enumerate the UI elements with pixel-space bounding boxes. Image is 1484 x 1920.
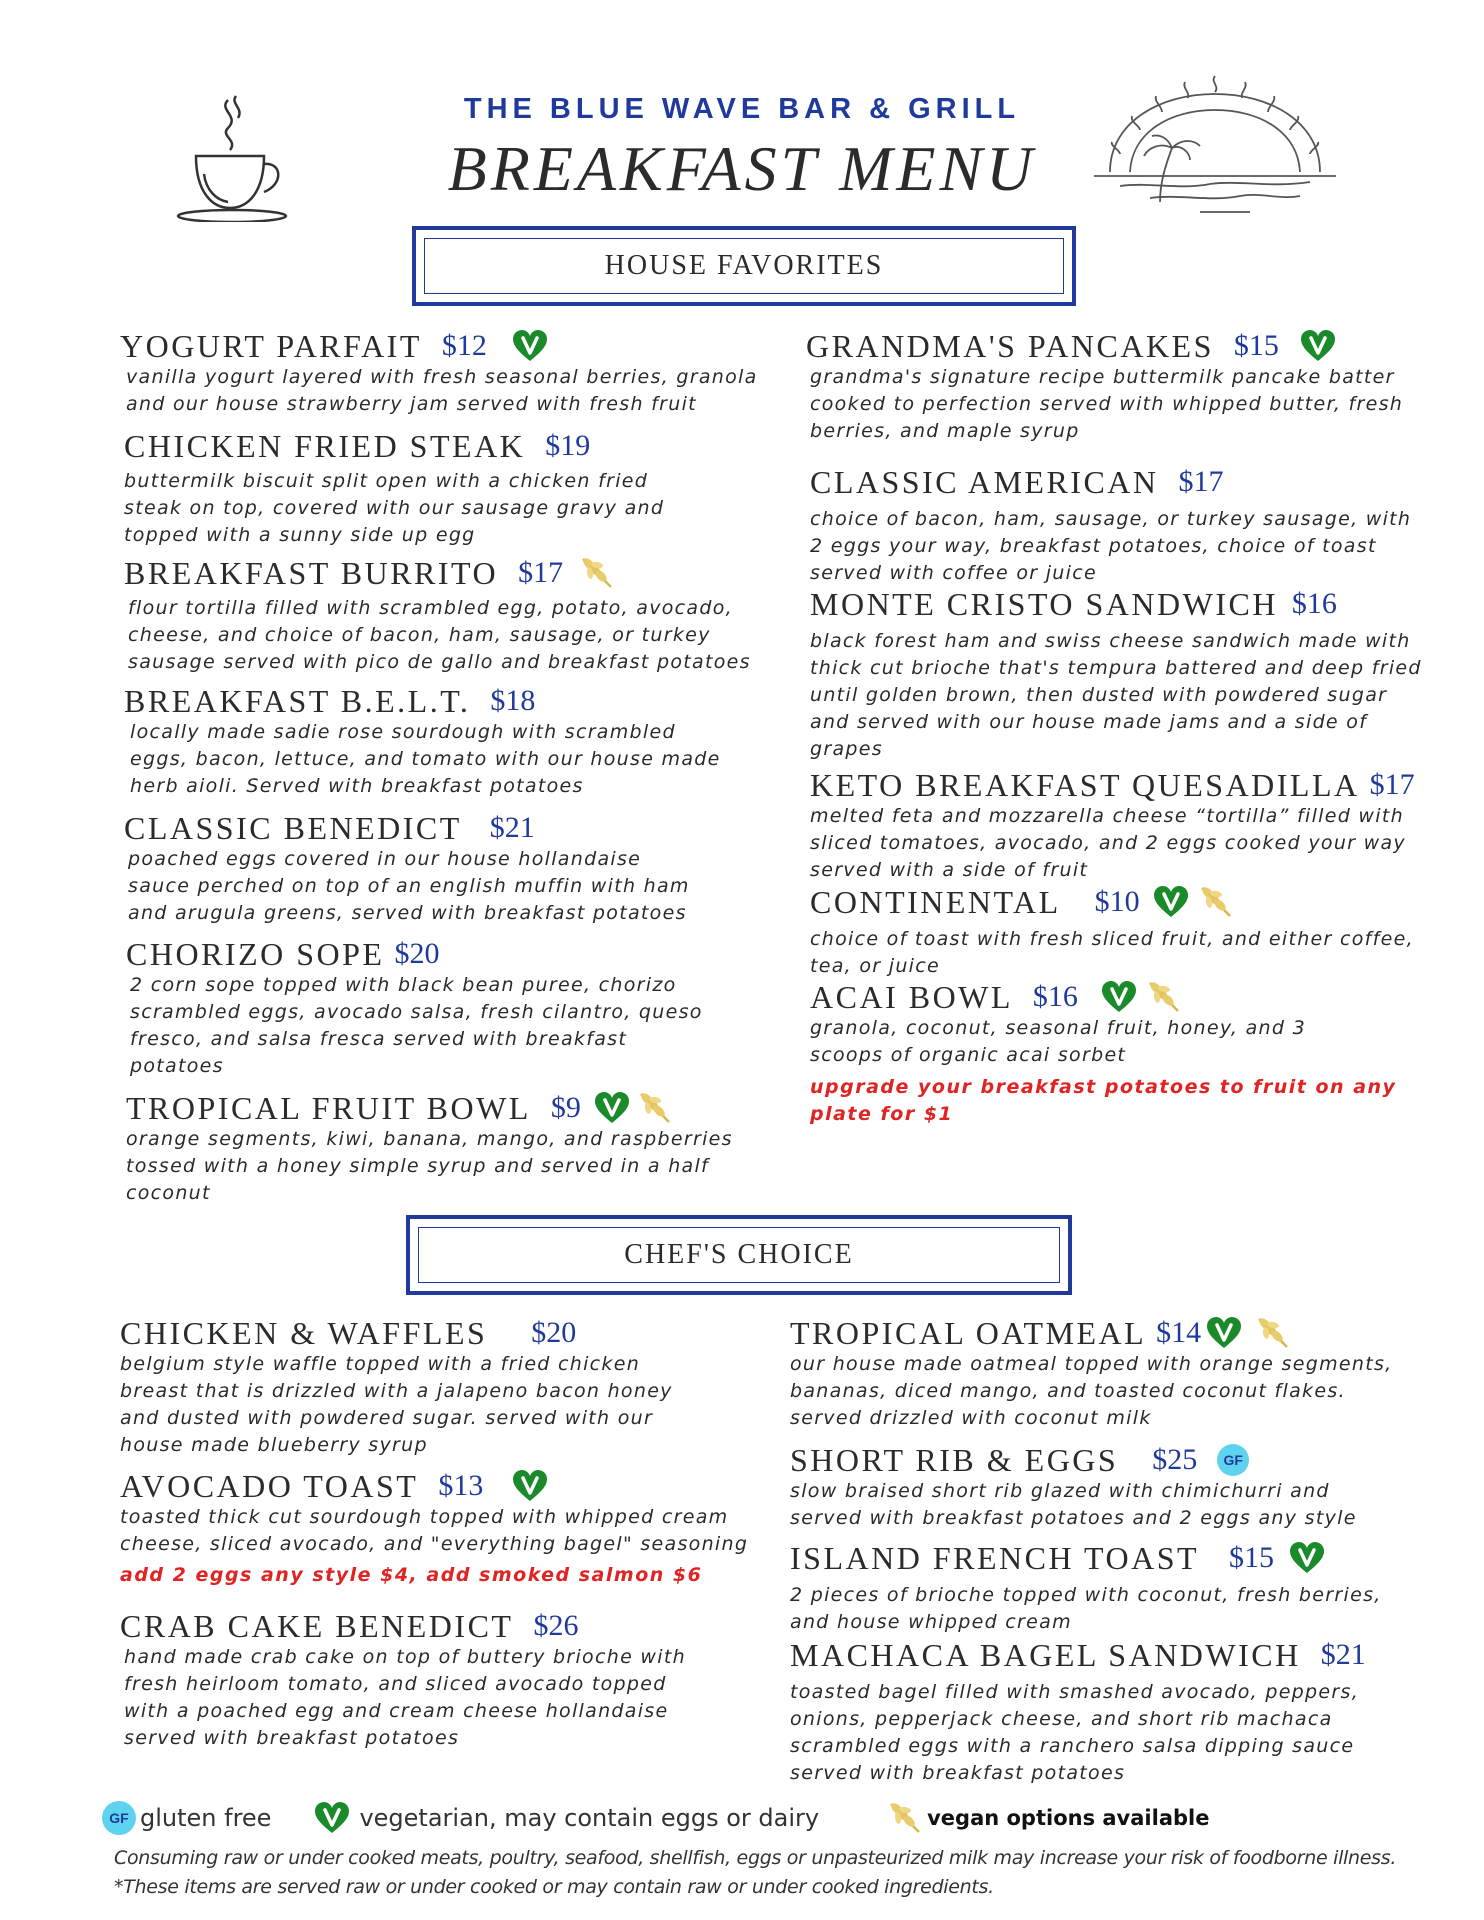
item-description-line: granola, coconut, seasonal fruit, honey, and 3 [810,1017,1306,1039]
item-description-line: steak on top, covered with our sausage gravy and [124,497,665,519]
item-name: MONTE CRISTO SANDWICH [810,585,1278,622]
vegetarian-icon [1290,1542,1324,1574]
item-price: $12 [441,329,487,362]
item-description-line: poached eggs covered in our house hollandaise [128,848,642,870]
item-description-line: slow braised short rib glazed with chimichurri and [790,1480,1330,1502]
vegetarian-icon [1154,886,1188,918]
item-description-line: sausage served with pico de gallo and breakfast potatoes [128,651,751,673]
vegan-wheat-icon [579,555,615,591]
section-title: HOUSE FAVORITES [424,238,1064,294]
vegan-wheat-icon [1255,1315,1291,1351]
upgrade-note [810,1074,1396,1128]
menu-item-breakfast-burrito [124,553,751,676]
item-name: TROPICAL OATMEAL [790,1314,1147,1351]
item-name: CHORIZO SOPE [126,935,385,972]
item-description-line: scrambled eggs, avocado salsa, fresh cilantro, queso [130,1001,703,1023]
item-description-line: melted feta and mozzarella cheese “tortilla” filled with [810,805,1404,827]
item-description-line: scrambled eggs with a ranchero salsa dipping sauce [790,1735,1355,1757]
menu-item-yogurt-parfait [120,326,758,418]
item-description-line: potatoes [130,1055,224,1077]
item-description-line: locally made sadie rose sourdough with scrambled [130,721,676,743]
menu-item-keto-quesadilla [810,765,1415,884]
item-description-line: berries, and maple syrup [810,420,1080,442]
item-name: BREAKFAST B.E.L.T. [124,682,471,719]
item-price: $18 [490,684,536,717]
legend-vegetarian: vegetarian, may contain eggs or dairy [359,1804,820,1832]
menu-item-machaca-bagel [790,1635,1366,1787]
item-price: $14 [1156,1316,1202,1349]
vegetarian-icon [1207,1317,1241,1349]
item-name: BREAKFAST BURRITO [124,554,499,591]
item-name: SHORT RIB & EGGS [790,1441,1119,1478]
item-description-line: sauce perched on top of an english muffin with ham [128,875,690,897]
item-price: $21 [1320,1638,1366,1671]
menu-item-acai-bowl [810,977,1306,1069]
sunset-palm-icon [1090,72,1340,222]
menu-item-classic-american [810,462,1411,587]
item-description-line: tea, or juice [810,955,940,977]
item-name: ISLAND FRENCH TOAST [790,1539,1200,1576]
item-description-line: fresh heirloom tomato, and sliced avocado topped [124,1673,667,1695]
item-description-line: thick cut brioche that's tempura battered and deep fried [810,657,1422,679]
item-price: $16 [1291,587,1337,620]
item-description-line: topped with a sunny side up egg [124,524,476,546]
item-description-line: served drizzled with coconut milk [790,1407,1152,1429]
item-description-line: toasted bagel filled with smashed avocado, peppers, [790,1681,1360,1703]
item-description-line: until golden brown, then dusted with powdered sugar [810,684,1388,706]
item-name: CRAB CAKE BENEDICT [120,1607,514,1644]
vegan-wheat-icon [1198,884,1234,920]
item-name: CLASSIC AMERICAN [810,463,1159,500]
menu-item-monte-cristo [810,584,1422,763]
menu-item-avocado-toast [120,1466,748,1589]
item-description-line: house made blueberry syrup [120,1434,428,1456]
menu-item-chicken-fried-steak [124,426,664,549]
upgrade-note-line: plate for $1 [810,1103,954,1125]
item-description-line: served with coffee or juice [810,562,1097,584]
vegetarian-icon [513,330,547,362]
item-name: AVOCADO TOAST [120,1467,419,1504]
vegetarian-icon [595,1092,629,1124]
item-description-line: onions, pepperjack cheese, and short rib machaca [790,1708,1333,1730]
item-description-line: breast that is drizzled with a jalapeno bacon honey [120,1380,673,1402]
item-description-line: sliced tomatoes, avocado, and 2 eggs cooked your way [810,832,1406,854]
avocado-addon-note: add 2 eggs any style $4, add smoked salmon $6 [120,1564,703,1586]
item-description-line: vanilla yogurt layered with fresh seasonal berries, granola [126,366,758,388]
item-price: $9 [550,1091,581,1124]
menu-item-tropical-oatmeal [790,1313,1393,1432]
legend-gluten-free: gluten free [140,1804,272,1832]
item-description-line: served with breakfast potatoes [124,1727,460,1749]
item-description-line: 2 pieces of brioche topped with coconut, fresh berries, [790,1584,1382,1606]
item-price: $20 [394,937,440,970]
item-description-line: coconut [126,1182,211,1204]
item-description-line: fresco, and salsa fresca served with breakfast [130,1028,628,1050]
item-name: MACHACA BAGEL SANDWICH [790,1636,1301,1673]
restaurant-name: THE BLUE WAVE BAR & GRILL [463,93,1021,125]
item-description-line: our house made oatmeal topped with orange segments, [790,1353,1393,1375]
menu-item-chicken-waffles [120,1313,673,1459]
item-description-line: and dusted with powdered sugar. served with our [120,1407,654,1429]
item-name: YOGURT PARFAIT [120,327,422,364]
gluten-free-icon: GF [102,1801,136,1835]
item-description-line: buttermilk biscuit split open with a chicken fried [124,470,649,492]
item-description-line: flour tortilla filled with scrambled egg, potato, avocado, [128,597,733,619]
item-description-line: orange segments, kiwi, banana, mango, and raspberries [126,1128,733,1150]
item-price: $25 [1152,1443,1198,1476]
item-description-line: black forest ham and swiss cheese sandwich made with [810,630,1411,652]
disclaimer-line: Consuming raw or under cooked meats, poultry, seafood, shellfish, eggs or unpasteurized milk may increase your risk of foodborne illness. [114,1847,1397,1869]
item-description-line: with a poached egg and cream cheese hollandaise [124,1700,669,1722]
menu-item-grandmas-pancakes [806,326,1403,445]
vegetarian-icon [1102,981,1136,1013]
item-description-line: cooked to perfection served with whipped butter, fresh [810,393,1404,415]
upgrade-note-line: upgrade your breakfast potatoes to fruit on any [810,1076,1397,1098]
item-name: CHICKEN & WAFFLES [120,1314,488,1351]
menu-item-tropical-fruit-bowl [126,1088,733,1207]
disclaimer [114,1844,1454,1902]
item-name: TROPICAL FRUIT BOWL [126,1089,531,1126]
item-price: $15 [1229,1541,1275,1574]
item-name: ACAI BOWL [810,978,1013,1015]
item-price: $21 [489,811,535,844]
item-description-line: choice of bacon, ham, sausage, or turkey sausage, with [810,508,1412,530]
item-description-line: cheese, sliced avocado, and "everything bagel" seasoning [120,1533,749,1555]
item-description-line: served with breakfast potatoes and 2 eggs any style [790,1507,1357,1529]
item-description-line: choice of toast with fresh sliced fruit, and either coffee, [810,928,1414,950]
item-price: $13 [438,1469,484,1502]
item-description-line: 2 corn sope topped with black bean puree, chorizo [130,974,677,996]
item-description-line: bananas, diced mango, and toasted coconut flakes. [790,1380,1346,1402]
item-name: KETO BREAKFAST QUESADILLA [810,766,1360,803]
menu-item-island-french-toast [790,1538,1382,1636]
item-price: $17 [1178,465,1224,498]
item-description-line: tossed with a honey simple syrup and served in a half [126,1155,710,1177]
chefs-choice-header [406,1215,1072,1295]
item-description-line: 2 eggs your way, breakfast potatoes, choice of toast [810,535,1377,557]
disclaimer-line: *These items are served raw or under cooked or may contain raw or under cooked ingredients. [114,1876,994,1898]
menu-item-classic-benedict [124,808,690,927]
house-favorites-header [412,226,1076,306]
item-price: $20 [531,1316,577,1349]
vegan-wheat-icon [637,1090,673,1126]
vegetarian-icon [315,1802,349,1834]
gluten-free-icon: GF [1217,1444,1249,1476]
item-description-line: grapes [810,738,883,760]
vegetarian-icon [513,1470,547,1502]
vegan-wheat-icon [1146,979,1182,1015]
item-price: $17 [1369,768,1415,801]
item-description-line: herb aioli. Served with breakfast potatoes [130,775,584,797]
section-title: CHEF'S CHOICE [418,1227,1060,1283]
legend [102,1798,1362,1838]
item-name: CONTINENTAL [810,883,1061,920]
item-description-line: hand made crab cake on top of buttery brioche with [124,1646,686,1668]
menu-item-breakfast-belt [124,681,721,800]
vegetarian-icon [1301,330,1335,362]
item-description-line: and house whipped cream [790,1611,1072,1633]
item-price: $15 [1233,329,1279,362]
item-name: CLASSIC BENEDICT [124,809,462,846]
page-title: BREAKFAST MENU [447,133,1037,204]
legend-vegan: vegan options available [927,1806,1210,1830]
item-description-line: toasted thick cut sourdough topped with whipped cream [120,1506,729,1528]
item-description-line: and served with our house made jams and a side of [810,711,1368,733]
item-description-line: eggs, bacon, lettuce, and tomato with our house made [130,748,721,770]
item-price: $26 [533,1609,579,1642]
item-description-line: served with breakfast potatoes [790,1762,1126,1784]
item-price: $19 [545,429,591,462]
menu-item-continental [810,882,1414,980]
menu-item-chorizo-sope [126,934,703,1080]
item-description-line: and our house strawberry jam served with fresh fruit [126,393,697,415]
item-name: GRANDMA'S PANCAKES [806,327,1214,364]
vegan-wheat-icon [887,1800,923,1836]
menu-item-crab-cake-benedict [120,1606,686,1752]
item-description-line: scoops of organic acai sorbet [810,1044,1127,1066]
menu-item-short-rib-eggs [790,1440,1357,1532]
item-name: CHICKEN FRIED STEAK [124,427,526,464]
item-price: $16 [1032,980,1078,1013]
item-price: $10 [1094,885,1140,918]
item-description-line: cheese, and choice of bacon, ham, sausage, or turkey [128,624,711,646]
item-description-line: and arugula greens, served with breakfast potatoes [128,902,687,924]
item-description-line: belgium style waffle topped with a fried chicken [120,1353,641,1375]
item-description-line: grandma's signature recipe buttermilk pancake batter [810,366,1395,388]
item-price: $17 [518,556,564,589]
item-description-line: served with a side of fruit [810,859,1089,881]
